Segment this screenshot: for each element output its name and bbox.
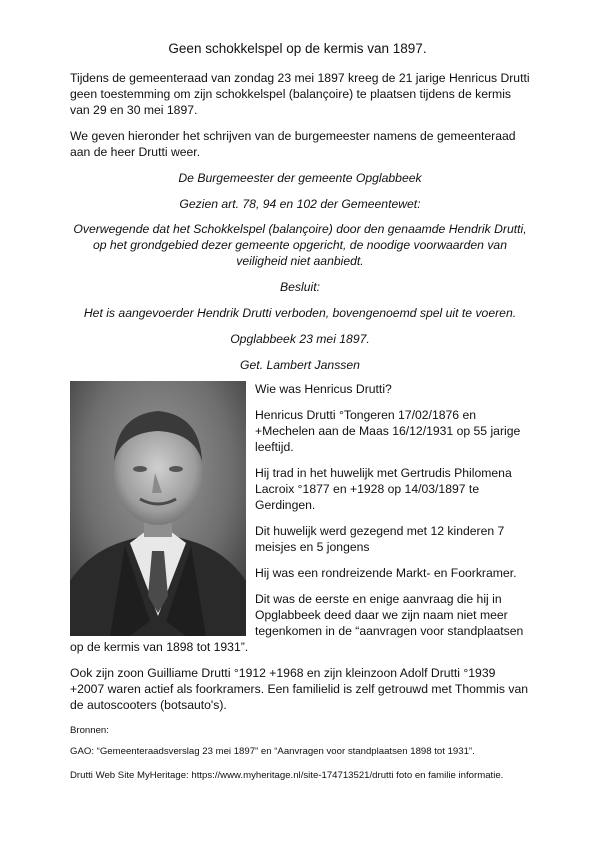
son-line-2: +2007 waren actief als foorkramers. Een familielid is zelf getrouwd met Thommis van	[70, 682, 529, 696]
bio-first-2: Opglabbeek deed daar we zijn naam niet meer	[255, 608, 508, 622]
bio-birth-1: Henricus Drutti °Tongeren 17/02/1876 en	[255, 408, 476, 422]
source-web: Drutti Web Site MyHeritage: https://www.myheritage.nl/site-174713521/drutti foto en familie informatie.	[70, 770, 504, 781]
bio-children-1: Dit huwelijk werd gezegend met 12 kinderen 7	[255, 524, 505, 538]
source-gao: GAO: “Gemeenteraadsverslag 23 mei 1897” en “Aanvragen voor standplaatsen 1898 tot 1931”.	[70, 746, 475, 757]
bio-question: Wie was Henricus Drutti?	[255, 382, 392, 396]
letter-place-date: Opglabbeek 23 mei 1897.	[230, 332, 370, 346]
letter-overwegende-2: op het grondgebied dezer gemeente opgericht, de noodige voorwaarden van	[92, 238, 507, 252]
bio-marriage-2: Lacroix °1877 en +1928 op 14/03/1897 te	[255, 482, 480, 496]
bio-first-3: tegenkomen in de “aanvragen voor standplaatsen	[255, 624, 524, 638]
bio-first-1: Dit was de eerste en enige aanvraag die hij in	[255, 592, 502, 606]
bio-birth-2: +Mechelen aan de Maas 16/12/1931 op 55 jarige	[255, 424, 521, 438]
portrait-photo	[70, 381, 246, 636]
page-title: Geen schokkelspel op de kermis van 1897.	[168, 41, 427, 56]
bio-marriage-1: Hij trad in het huwelijk met Gertrudis Philomena	[255, 466, 512, 480]
intro-line-3: van 29 en 30 mei 1897.	[70, 103, 198, 117]
letter-besluit: Besluit:	[280, 280, 320, 294]
letter-heading: De Burgemeester der gemeente Opglabbeek	[178, 171, 422, 185]
bio-birth-3: leeftijd.	[255, 440, 294, 454]
sources-heading: Bronnen:	[70, 725, 109, 736]
letter-overwegende-1: Overwegende dat het Schokkelspel (balançoire) door den genaamde Hendrik Drutti,	[73, 222, 527, 236]
son-line-3: de autoscooters (botsauto's).	[70, 698, 227, 712]
letter-gezien: Gezien art. 78, 94 en 102 der Gemeentewet:	[179, 197, 421, 211]
letter-decision: Het is aangevoerder Hendrik Drutti verboden, bovengenoemd spel uit te voeren.	[83, 306, 517, 320]
son-line-1: Ook zijn zoon Guilliame Drutti °1912 +1968 en zijn kleinzoon Adolf Drutti °1939	[70, 666, 496, 680]
bio-children-2: meisjes en 5 jongens	[255, 540, 370, 554]
letter-overwegende-3: veiligheid niet aanbiedt.	[236, 254, 364, 268]
intro-line-2: geen toestemming om zijn schokkelspel (balançoire) te plaatsen tijdens de kermis	[70, 87, 511, 101]
bio-first-4: op de kermis van 1898 tot 1931”.	[70, 640, 249, 654]
letter-signature: Get. Lambert Janssen	[240, 358, 360, 372]
lead-line-1: We geven hieronder het schrijven van de burgemeester namens de gemeenteraad	[70, 129, 516, 143]
bio-marriage-3: Gerdingen.	[255, 498, 316, 512]
intro-line-1: Tijdens de gemeenteraad van zondag 23 mei 1897 kreeg de 21 jarige Henricus Drutti	[70, 71, 530, 85]
lead-line-2: aan de heer Drutti weer.	[70, 145, 201, 159]
bio-job: Hij was een rondreizende Markt- en Foorkramer.	[255, 566, 517, 580]
